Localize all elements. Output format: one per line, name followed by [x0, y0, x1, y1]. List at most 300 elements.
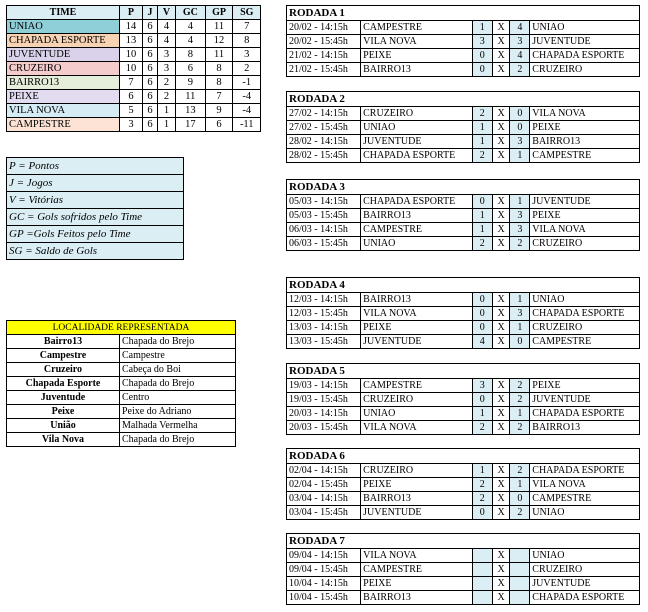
- versus: X: [492, 506, 510, 520]
- versus: X: [492, 407, 510, 421]
- match-date: 05/03 - 15:45h: [287, 209, 361, 223]
- locality-place: Chapada do Brejo: [120, 335, 236, 349]
- team-name: VILA NOVA: [7, 104, 120, 118]
- home-team: PEIXE: [361, 49, 473, 63]
- locality-title: LOCALIDADE REPRESENTADA: [7, 321, 236, 335]
- match-row: [287, 321, 640, 335]
- away-score: 3: [510, 135, 530, 149]
- locality-row: [7, 405, 236, 419]
- locality-row: [7, 419, 236, 433]
- home-score: 0: [472, 293, 492, 307]
- home-team: VILA NOVA: [361, 35, 473, 49]
- home-score: 4: [472, 335, 492, 349]
- match-row: [287, 577, 640, 591]
- locality-team: Vila Nova: [7, 433, 120, 447]
- away-score: 2: [510, 421, 530, 435]
- round-header-row: [287, 180, 640, 195]
- away-score: 0: [510, 492, 530, 506]
- versus: X: [492, 335, 510, 349]
- away-team: UNIAO: [530, 293, 640, 307]
- locality-team: Chapada Esporte: [7, 377, 120, 391]
- home-team: CAMPESTRE: [361, 21, 473, 35]
- header-points: P: [120, 6, 143, 20]
- match-date: 10/04 - 14:15h: [287, 577, 361, 591]
- match-row: [287, 135, 640, 149]
- match-row: [287, 209, 640, 223]
- match-row: [287, 421, 640, 435]
- versus: X: [492, 293, 510, 307]
- versus: X: [492, 21, 510, 35]
- stat-j: 6: [142, 104, 157, 118]
- legend-item: GP =Gols Feitos pelo Time: [7, 226, 184, 243]
- team-name: CAMPESTRE: [7, 118, 120, 132]
- standings-row: [7, 20, 261, 34]
- away-team: UNIAO: [530, 506, 640, 520]
- match-row: [287, 549, 640, 563]
- versus: X: [492, 393, 510, 407]
- home-score: 2: [472, 492, 492, 506]
- match-date: 28/02 - 15:45h: [287, 149, 361, 163]
- locality-team: Campestre: [7, 349, 120, 363]
- home-score: 2: [472, 478, 492, 492]
- home-team: CHAPADA ESPORTE: [361, 195, 473, 209]
- away-score: 2: [510, 393, 530, 407]
- locality-row: [7, 377, 236, 391]
- standings-row: [7, 104, 261, 118]
- away-team: CAMPESTRE: [530, 149, 640, 163]
- stat-v: 4: [158, 34, 176, 48]
- versus: X: [492, 107, 510, 121]
- match-date: 03/04 - 15:45h: [287, 506, 361, 520]
- legend-row: [7, 209, 184, 226]
- match-row: [287, 478, 640, 492]
- away-score: [510, 549, 530, 563]
- away-team: CRUZEIRO: [530, 237, 640, 251]
- away-team: VILA NOVA: [530, 223, 640, 237]
- home-score: [472, 563, 492, 577]
- versus: X: [492, 121, 510, 135]
- away-score: 1: [510, 195, 530, 209]
- away-team: PEIXE: [530, 379, 640, 393]
- locality-team: Bairro13: [7, 335, 120, 349]
- stat-v: 3: [158, 48, 176, 62]
- stat-gp: 8: [205, 62, 233, 76]
- home-team: CRUZEIRO: [361, 393, 473, 407]
- stat-j: 6: [142, 90, 157, 104]
- home-score: 3: [472, 379, 492, 393]
- away-score: 2: [510, 63, 530, 77]
- stat-v: 4: [158, 20, 176, 34]
- stat-j: 6: [142, 118, 157, 132]
- home-score: 1: [472, 407, 492, 421]
- home-team: BAIRRO13: [361, 293, 473, 307]
- locality-row: [7, 363, 236, 377]
- away-team: CHAPADA ESPORTE: [530, 407, 640, 421]
- home-team: VILA NOVA: [361, 307, 473, 321]
- away-team: BAIRRO13: [530, 135, 640, 149]
- locality-place: Centro: [120, 391, 236, 405]
- versus: X: [492, 464, 510, 478]
- away-score: 0: [510, 335, 530, 349]
- home-score: 0: [472, 49, 492, 63]
- round-title: RODADA 2: [287, 92, 640, 107]
- stat-gp: 6: [205, 118, 233, 132]
- stat-gc: 13: [176, 104, 206, 118]
- match-row: [287, 237, 640, 251]
- home-team: PEIXE: [361, 577, 473, 591]
- stat-sg: -4: [233, 90, 261, 104]
- team-name: CHAPADA ESPORTE: [7, 34, 120, 48]
- stat-p: 6: [120, 90, 143, 104]
- match-date: 12/03 - 15:45h: [287, 307, 361, 321]
- away-score: 0: [510, 121, 530, 135]
- locality-row: [7, 335, 236, 349]
- stat-gp: 11: [205, 20, 233, 34]
- stat-gc: 6: [176, 62, 206, 76]
- stat-sg: 2: [233, 62, 261, 76]
- versus: X: [492, 549, 510, 563]
- match-row: [287, 195, 640, 209]
- standings-row: [7, 34, 261, 48]
- stat-gc: 4: [176, 34, 206, 48]
- legend-item: V = Vitórias: [7, 192, 184, 209]
- legend-item: SG = Saldo de Gols: [7, 243, 184, 260]
- away-score: 2: [510, 464, 530, 478]
- home-team: CAMPESTRE: [361, 563, 473, 577]
- team-name: CRUZEIRO: [7, 62, 120, 76]
- match-row: [287, 492, 640, 506]
- away-score: 1: [510, 293, 530, 307]
- away-score: 2: [510, 506, 530, 520]
- match-date: 09/04 - 14:15h: [287, 549, 361, 563]
- away-score: [510, 563, 530, 577]
- away-team: CHAPADA ESPORTE: [530, 307, 640, 321]
- match-row: [287, 563, 640, 577]
- away-score: 3: [510, 223, 530, 237]
- away-team: CRUZEIRO: [530, 321, 640, 335]
- team-name: BAIRRO13: [7, 76, 120, 90]
- home-team: UNIAO: [361, 121, 473, 135]
- round-title: RODADA 5: [287, 364, 640, 379]
- match-date: 03/04 - 14:15h: [287, 492, 361, 506]
- versus: X: [492, 237, 510, 251]
- versus: X: [492, 379, 510, 393]
- round-table: [286, 277, 640, 349]
- stat-j: 6: [142, 76, 157, 90]
- stat-gc: 9: [176, 76, 206, 90]
- round-header-row: [287, 278, 640, 293]
- team-name: JUVENTUDE: [7, 48, 120, 62]
- match-row: [287, 107, 640, 121]
- home-score: 1: [472, 223, 492, 237]
- standings-row: [7, 76, 261, 90]
- match-row: [287, 379, 640, 393]
- stat-gp: 8: [205, 76, 233, 90]
- home-score: [472, 591, 492, 605]
- locality-place: Peixe do Adriano: [120, 405, 236, 419]
- away-team: BAIRRO13: [530, 421, 640, 435]
- away-score: 1: [510, 321, 530, 335]
- match-date: 06/03 - 15:45h: [287, 237, 361, 251]
- match-date: 19/03 - 14:15h: [287, 379, 361, 393]
- away-team: VILA NOVA: [530, 107, 640, 121]
- team-name: PEIXE: [7, 90, 120, 104]
- locality-row: [7, 349, 236, 363]
- locality-row: [7, 391, 236, 405]
- stat-v: 2: [158, 76, 176, 90]
- stat-gp: 7: [205, 90, 233, 104]
- match-row: [287, 506, 640, 520]
- versus: X: [492, 35, 510, 49]
- locality-place: Malhada Vermelha: [120, 419, 236, 433]
- match-row: [287, 591, 640, 605]
- stat-gp: 11: [205, 48, 233, 62]
- legend-item: GC = Gols sofridos pelo Time: [7, 209, 184, 226]
- versus: X: [492, 209, 510, 223]
- away-team: CAMPESTRE: [530, 335, 640, 349]
- round-table: [286, 5, 640, 77]
- stat-sg: -11: [233, 118, 261, 132]
- stat-gp: 12: [205, 34, 233, 48]
- round-title: RODADA 1: [287, 6, 640, 21]
- away-score: 3: [510, 35, 530, 49]
- home-team: BAIRRO13: [361, 63, 473, 77]
- round-header-row: [287, 92, 640, 107]
- home-score: 3: [472, 35, 492, 49]
- away-score: 1: [510, 407, 530, 421]
- away-team: CHAPADA ESPORTE: [530, 49, 640, 63]
- stat-gc: 8: [176, 48, 206, 62]
- match-row: [287, 407, 640, 421]
- away-score: 1: [510, 149, 530, 163]
- stat-sg: -4: [233, 104, 261, 118]
- home-team: JUVENTUDE: [361, 506, 473, 520]
- home-team: PEIXE: [361, 321, 473, 335]
- home-score: 1: [472, 135, 492, 149]
- legend-item: J = Jogos: [7, 175, 184, 192]
- away-team: CHAPADA ESPORTE: [530, 464, 640, 478]
- stat-p: 10: [120, 48, 143, 62]
- round-title: RODADA 7: [287, 534, 640, 549]
- locality-team: União: [7, 419, 120, 433]
- stat-v: 3: [158, 62, 176, 76]
- home-score: 0: [472, 195, 492, 209]
- home-score: 2: [472, 237, 492, 251]
- match-date: 20/03 - 14:15h: [287, 407, 361, 421]
- stat-j: 6: [142, 62, 157, 76]
- away-team: VILA NOVA: [530, 478, 640, 492]
- home-team: CAMPESTRE: [361, 379, 473, 393]
- stat-j: 6: [142, 34, 157, 48]
- home-team: BAIRRO13: [361, 492, 473, 506]
- match-date: 10/04 - 15:45h: [287, 591, 361, 605]
- round-header-row: [287, 364, 640, 379]
- home-team: PEIXE: [361, 478, 473, 492]
- match-row: [287, 335, 640, 349]
- stat-sg: 3: [233, 48, 261, 62]
- home-team: CRUZEIRO: [361, 107, 473, 121]
- home-team: VILA NOVA: [361, 421, 473, 435]
- header-goal-diff: SG: [233, 6, 261, 20]
- match-row: [287, 121, 640, 135]
- stat-v: 1: [158, 104, 176, 118]
- team-name: UNIAO: [7, 20, 120, 34]
- locality-place: Campestre: [120, 349, 236, 363]
- away-score: 3: [510, 307, 530, 321]
- away-score: 4: [510, 21, 530, 35]
- stat-v: 2: [158, 90, 176, 104]
- round-title: RODADA 6: [287, 449, 640, 464]
- match-row: [287, 307, 640, 321]
- match-date: 21/02 - 14:15h: [287, 49, 361, 63]
- stat-p: 7: [120, 76, 143, 90]
- match-date: 27/02 - 14:15h: [287, 107, 361, 121]
- home-score: 0: [472, 307, 492, 321]
- home-team: CHAPADA ESPORTE: [361, 149, 473, 163]
- away-score: [510, 591, 530, 605]
- legend-table: [6, 157, 184, 260]
- versus: X: [492, 591, 510, 605]
- versus: X: [492, 421, 510, 435]
- standings-row: [7, 118, 261, 132]
- home-score: 0: [472, 506, 492, 520]
- away-score: [510, 577, 530, 591]
- match-date: 02/04 - 14:15h: [287, 464, 361, 478]
- match-date: 28/02 - 14:15h: [287, 135, 361, 149]
- home-score: 1: [472, 121, 492, 135]
- versus: X: [492, 492, 510, 506]
- away-score: 3: [510, 209, 530, 223]
- versus: X: [492, 307, 510, 321]
- match-row: [287, 49, 640, 63]
- legend-item: P = Pontos: [7, 158, 184, 175]
- match-date: 09/04 - 15:45h: [287, 563, 361, 577]
- away-team: UNIAO: [530, 549, 640, 563]
- match-date: 19/03 - 15:45h: [287, 393, 361, 407]
- versus: X: [492, 563, 510, 577]
- locality-team: Peixe: [7, 405, 120, 419]
- stat-gc: 11: [176, 90, 206, 104]
- match-row: [287, 63, 640, 77]
- away-team: PEIXE: [530, 209, 640, 223]
- match-date: 06/03 - 14:15h: [287, 223, 361, 237]
- away-team: JUVENTUDE: [530, 577, 640, 591]
- match-date: 13/03 - 15:45h: [287, 335, 361, 349]
- locality-team: Cruzeiro: [7, 363, 120, 377]
- home-score: 2: [472, 149, 492, 163]
- round-table: [286, 91, 640, 163]
- stat-j: 6: [142, 20, 157, 34]
- legend-row: [7, 226, 184, 243]
- away-team: JUVENTUDE: [530, 195, 640, 209]
- locality-team: Juventude: [7, 391, 120, 405]
- match-date: 13/03 - 14:15h: [287, 321, 361, 335]
- match-row: [287, 149, 640, 163]
- home-score: 2: [472, 421, 492, 435]
- round-title: RODADA 3: [287, 180, 640, 195]
- versus: X: [492, 478, 510, 492]
- home-score: [472, 577, 492, 591]
- match-row: [287, 35, 640, 49]
- home-team: UNIAO: [361, 237, 473, 251]
- away-score: 4: [510, 49, 530, 63]
- match-row: [287, 393, 640, 407]
- round-header-row: [287, 449, 640, 464]
- home-score: 1: [472, 21, 492, 35]
- home-score: 2: [472, 107, 492, 121]
- home-team: VILA NOVA: [361, 549, 473, 563]
- home-score: 0: [472, 393, 492, 407]
- home-score: 1: [472, 209, 492, 223]
- away-score: 2: [510, 379, 530, 393]
- home-team: UNIAO: [361, 407, 473, 421]
- locality-table: [6, 320, 236, 447]
- match-row: [287, 464, 640, 478]
- match-date: 20/02 - 15:45h: [287, 35, 361, 49]
- header-wins: V: [158, 6, 176, 20]
- away-team: CRUZEIRO: [530, 63, 640, 77]
- header-goals-conceded: GC: [176, 6, 206, 20]
- standings-header-row: [7, 6, 261, 20]
- header-goals-scored: GP: [205, 6, 233, 20]
- match-date: 21/02 - 15:45h: [287, 63, 361, 77]
- round-header-row: [287, 534, 640, 549]
- away-team: CRUZEIRO: [530, 563, 640, 577]
- home-score: 0: [472, 63, 492, 77]
- header-team: TIME: [7, 6, 120, 20]
- stat-gc: 4: [176, 20, 206, 34]
- versus: X: [492, 63, 510, 77]
- stat-p: 5: [120, 104, 143, 118]
- versus: X: [492, 49, 510, 63]
- legend-row: [7, 243, 184, 260]
- versus: X: [492, 195, 510, 209]
- away-score: 1: [510, 478, 530, 492]
- locality-place: Chapada do Brejo: [120, 377, 236, 391]
- match-date: 20/02 - 14:15h: [287, 21, 361, 35]
- match-date: 02/04 - 15:45h: [287, 478, 361, 492]
- versus: X: [492, 149, 510, 163]
- round-title: RODADA 4: [287, 278, 640, 293]
- away-team: CAMPESTRE: [530, 492, 640, 506]
- legend-row: [7, 192, 184, 209]
- home-team: BAIRRO13: [361, 209, 473, 223]
- stat-p: 14: [120, 20, 143, 34]
- round-table: [286, 448, 640, 520]
- match-date: 05/03 - 14:15h: [287, 195, 361, 209]
- home-team: CAMPESTRE: [361, 223, 473, 237]
- versus: X: [492, 321, 510, 335]
- stat-p: 3: [120, 118, 143, 132]
- stat-sg: 7: [233, 20, 261, 34]
- match-row: [287, 293, 640, 307]
- stat-gc: 17: [176, 118, 206, 132]
- match-row: [287, 21, 640, 35]
- locality-row: [7, 433, 236, 447]
- header-games: J: [142, 6, 157, 20]
- home-score: 0: [472, 321, 492, 335]
- away-team: UNIAO: [530, 21, 640, 35]
- standings-row: [7, 62, 261, 76]
- away-team: JUVENTUDE: [530, 35, 640, 49]
- standings-table: [6, 5, 261, 132]
- away-score: 0: [510, 107, 530, 121]
- match-row: [287, 223, 640, 237]
- legend-row: [7, 158, 184, 175]
- stat-gp: 9: [205, 104, 233, 118]
- locality-place: Chapada do Brejo: [120, 433, 236, 447]
- away-team: JUVENTUDE: [530, 393, 640, 407]
